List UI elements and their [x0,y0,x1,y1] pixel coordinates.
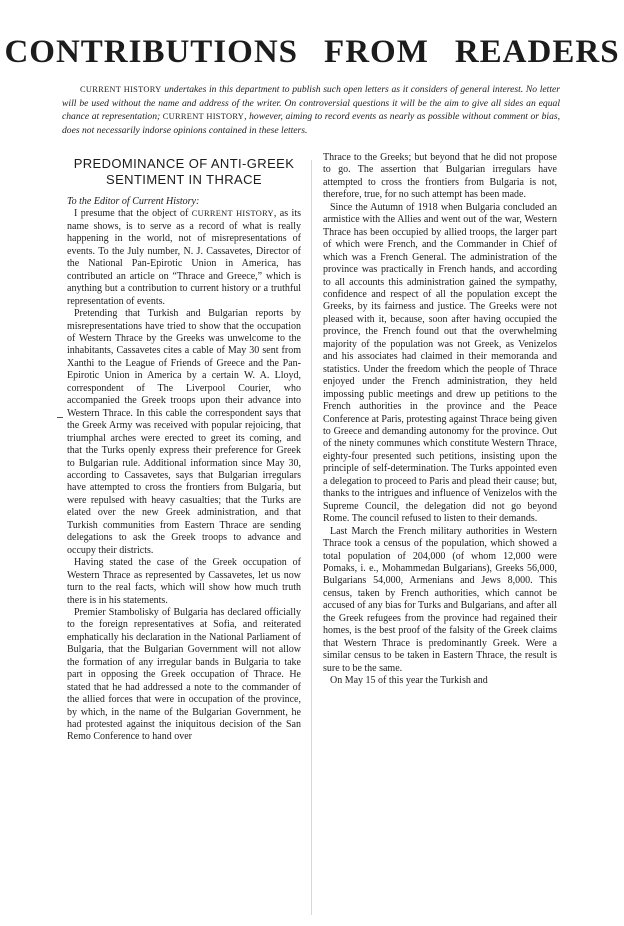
intro-text-part-2: , however, aiming to record events as nearly as possible without comment or bias, does not necessarily indorse opinions contained in these letters. [62,111,560,136]
left-column [67,152,301,744]
paragraph-6: Since the Autumn of 1918 when Bulgaria concluded an armistice with the Allies and went out of the war, Western Thrace has been occupied by allied troops, the larger part of which were French, and the Commander in Chief of which was a French General. The administration of the province was practically in French hands, and according to all accounts this administration gained the sympathy, confidence and respect of all the population except the Greeks, by its fairness and justice. The Greeks were not pleased with it, because, soon after having occupied the province, the French found out that the overwhelming majority of the population was not Greek, as Venizelos and his associates had claimed in their memoranda and statistics. Under the freedom which the people of Thrace enjoyed under the French administration, they held impossing public meetings and drew up petitions to the French authorities in the province and the Peace Conference at Paris, protesting against Thrace being given to Greece and demanding autonomy for the province. Out of the ninety communes which constitute Western Thrace, eighty-four presented such petitions, insisting upon the principle of self-determination. The Turks appointed even a delegation to proceed to Paris and plead their cause; but, thanks to the intrigues and influence of Venizelos with the Supreme Council, the delegation did not go beyond Rome. The council refused to listen to their demands. [323,201,557,525]
department-intro [62,83,560,137]
intro-magazine-name-2: CURRENT HISTORY [162,112,245,122]
article-title: PREDOMINANCE OF ANTI-GREEK SENTIMENT IN THRACE [73,156,295,187]
paragraph-1-start: I presume that the object of [74,208,192,220]
paragraph-7: Last March the French military authorities in Western Thrace took a census of the population, which showed a total population of 204,000 (of whom 12,000 were Pomaks, i. e., Mohammedan Bulgarians), Greeks 56,000, Bulgarians 54,000, Armenians and Jews 8,000. This census, taken by French authorities, which cannot be accused of any bias for Turks and Bulgarians, and after all the Greek refugees from the province had regained their homes, is the best proof of the falsity of the Greek claims that Western Thrace is predominantly Greek. Were a similar census to be taken in Eastern Thrace, the result is sure to be the same. [323,525,557,674]
title-word-readers: READERS [454,34,620,70]
page-title [0,34,624,70]
margin-mark [57,417,63,418]
paragraph-5: Thrace to the Greeks; but beyond that he did not propose to go. The assertion that Bulgarian irregulars have attempted to cross the frontiers from Bulgaria is not, therefore, true, for no such attempt has been made. [323,152,557,201]
intro-magazine-name: CURRENT HISTORY [80,85,162,94]
right-column [323,152,557,687]
paragraph-1 [67,208,301,308]
title-word-from: FROM [324,34,429,70]
intro-text-part-1: undertakes in this department to publish such open letters as it considers of general interest. No letter will be used without the name and address of the writer. On controversial questions it will be the aim to give all sides an equal chance at representation; [62,84,560,123]
paragraph-4: Premier Stambolisky of Bulgaria has declared officially to the foreign representatives at Sofia, and reiterated emphatically his declaration in the National Parliament of Bulgaria, that the Bulgarian Government will not allow the formation of any irregular bands in Bulgaria to take part in opposing the Greek occupation of Thrace. He stated that he had addressed a note to the commander of the allied forces that were in occupation of the province, by which, in the name of the Bulgarian Government, he had protested against the iniquitous decision of the San Remo Conference to hand over [67,606,301,743]
paragraph-3: Having stated the case of the Greek occupation of Western Thrace as represented by Cassavetes, let us now turn to the real facts, which will show how much truth there is in his statements. [67,557,301,606]
paragraph-8: On May 15 of this year the Turkish and [330,675,488,687]
column-divider [311,160,312,915]
paragraph-1-rest: , as its name shows, is to serve as a record of what is really happening in the world, not of misrepresentations of events. To the July number, N. J. Cassavetes, Director of the National Pan-Epirotic Union in America, has contributed an article on “Thrace and Greece,” which is anything but a contribution to current history or a truthful representation of events. [67,208,302,307]
title-word-contributions: CONTRIBUTIONS [4,34,299,70]
paragraph-1-magazine-name: CURRENT HISTORY [191,209,274,219]
paragraph-2: Pretending that Turkish and Bulgarian reports by misrepresentations have tried to show that the occupation of Western Thrace by the Greeks was unwelcome to the inhabitants, Cassavetes cites a cable of May 30 sent from Xanthi to the League of Friends of Greece and the Pan-Epirotic Union in America by a certain W. A. Lloyd, correspondent of The Liverpool Courier, who accompanied the Greek troops upon their advance into Western Thrace. In this cable the correspondent says that the Greek Army was received with popular rejoicing, that triumphal arches were erected to greet its coming, and that the Turks openly express their preference for Greek to Bulgarian rule. Additional information since May 30, according to Cassavetes, says that Bulgarian irregulars have attempted to cross the frontiers from Bulgaria, but were repulsed with heavy casualties; that the Turks are elated over the new Greek administration, and that Turkish communities from Eastern Thrace are sending delegations to ask the Greek troops to advance and occupy their districts. [67,308,301,556]
salutation: To the Editor of Current History: [67,196,200,207]
